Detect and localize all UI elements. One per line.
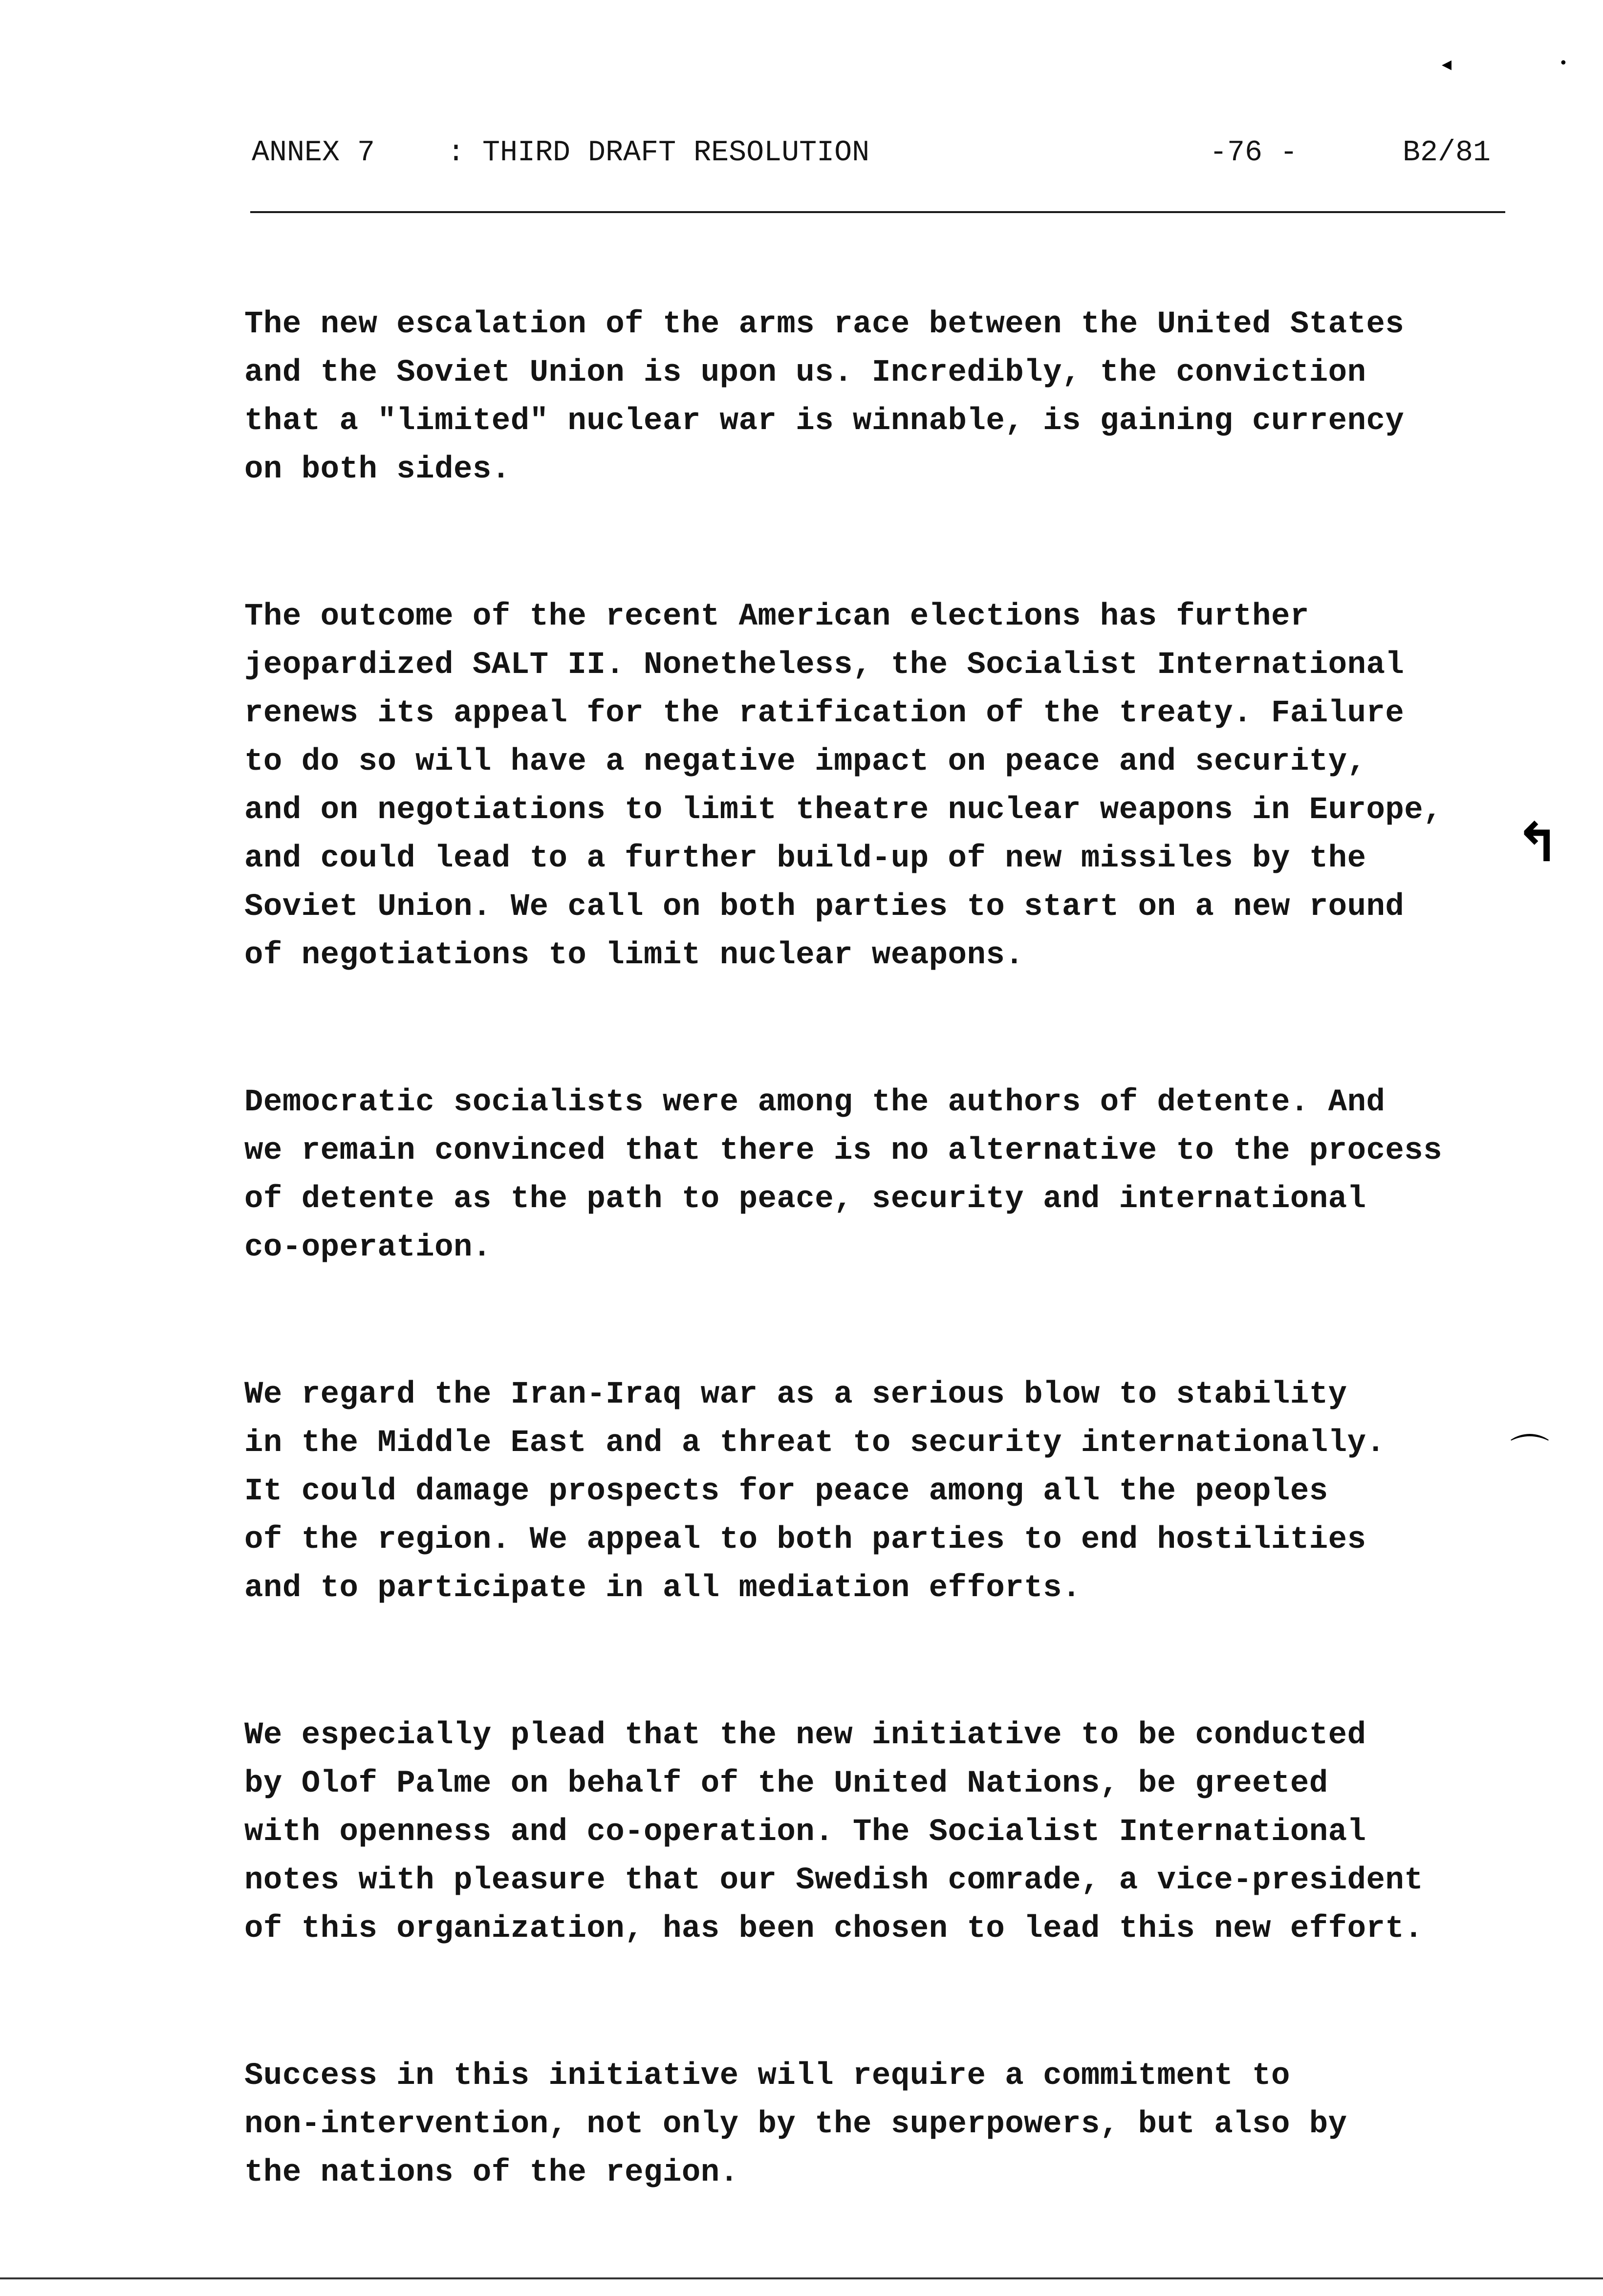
resolution-body [244, 301, 1495, 2296]
page-bottom-edge [0, 2277, 1603, 2279]
header-divider [250, 211, 1505, 213]
scan-speck-mark: ◂ [1442, 53, 1452, 75]
paragraph-palme-initiative: We especially plead that the new initiative to be conducted by Olof Palme on behalf of the United Nations, be greeted with openness and co-operation. The Socialist International notes with pleasure that our Swedish comrade, a vice-president of this organization, has been chosen to lead this new effort. [244, 1718, 1424, 1947]
document-title: : THIRD DRAFT RESOLUTION [447, 136, 870, 170]
annex-label: ANNEX 7 [252, 136, 375, 170]
margin-hook-mark: ↰ [1515, 811, 1560, 874]
paragraph-arms-race: The new escalation of the arms race between the United States and the Soviet Union is upon us. Incredibly, the conviction that a "limited" nuclear war is winnable, is gaining currency on both sides. [244, 307, 1405, 487]
paragraph-detente: Democratic socialists were among the authors of detente. And we remain convinced that there is no alternative to the process of detente as the path to peace, security and international co-operation. [244, 1085, 1443, 1265]
scan-speck-mark: • [1559, 55, 1568, 72]
document-code: B2/81 [1403, 136, 1491, 170]
paragraph-iran-iraq: We regard the Iran-Iraq war as a serious blow to stability in the Middle East and a threat to security internationally. It could damage prospects for peace among all the peoples of the region. We appeal to both parties to end hostilities and to participate in all mediation efforts. [244, 1377, 1386, 1606]
paragraph-salt-ii: The outcome of the recent American elections has further jeopardized SALT II. Nonetheless, the Socialist International renews its appeal for the ratification of the treaty. Failure to do so will have a negative impact on peace and security, and on negotiations to limit theatre nuclear weapons in Europe, and could lead to a further build-up of new missiles by the Soviet Union. We call on both parties to start on a new round of negotiations to limit nuclear weapons. [244, 599, 1443, 973]
margin-dash-mark: ⌒ [1510, 1431, 1549, 1476]
page-number: -76 - [1210, 136, 1298, 170]
paragraph-non-intervention: Success in this initiative will require a commitment to non-intervention, not only by the superpowers, but also by the nations of the region. [244, 2058, 1347, 2190]
page-header [252, 131, 1503, 175]
